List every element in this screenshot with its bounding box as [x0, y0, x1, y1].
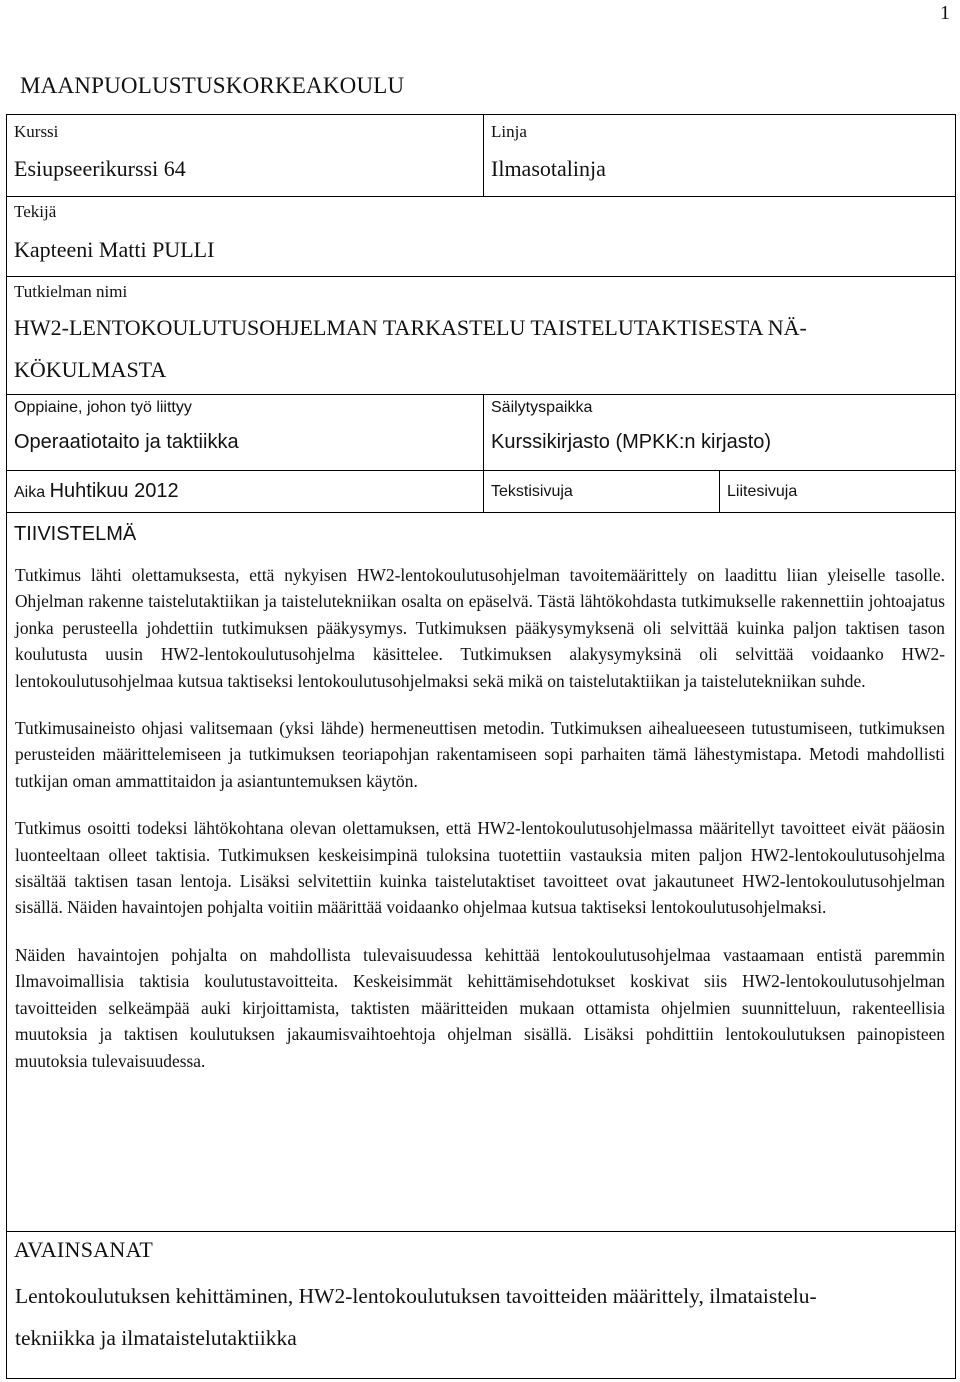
thesis-title-line1: HW2-LENTOKOULUTUSOHJELMAN TARKASTELU TAISTELUTAKTISESTA NÄ- — [14, 315, 807, 340]
abstract-form — [6, 114, 956, 1379]
appendix-pages-cell — [719, 471, 955, 512]
text-pages-cell — [483, 471, 719, 512]
subject-value: Operaatiotaito ja taktiikka — [14, 431, 239, 453]
keywords-line1: Lentokoulutuksen kehittäminen, HW2-lentokoulutuksen tavoitteiden määrittely, ilmataistelu- — [15, 1284, 817, 1308]
line-cell — [483, 115, 955, 196]
thesis-label: Tutkielman nimi — [14, 282, 128, 301]
line-value: Ilmasotalinja — [491, 156, 606, 181]
time-cell — [7, 471, 483, 512]
course-label: Kurssi — [14, 122, 59, 141]
abstract-paragraph-3: Tutkimus osoitti todeksi lähtökohtana olevan olettamuksen, että HW2-lentokoulutusohjelmassa määritellyt tavoitteet eivät pääosin luonteeltaan olleet taktisia. Tutkimuksen keskeisimpinä tuloksina tuotettiin vastauksia miten paljon HW2-lentokoulutusohjelma sisältää taktisen tasan lentoja. Lisäksi selvitettiin kuinka taistelutaktiset tavoitteet ovat jakautuneet HW2-lentokoulutusohjelman sisällä. Näiden havaintojen pohjalta voitiin määrittää voidaanko ohjelmaa kutsua taktiseksi lentokoulutusohjelmaksi. — [15, 818, 945, 918]
thesis-title-line2: KÖKULMASTA — [14, 357, 167, 382]
storage-value: Kurssikirjasto (MPKK:n kirjasto) — [491, 431, 772, 453]
appendix-pages-label: Liitesivuja — [727, 483, 798, 500]
course-cell — [7, 115, 483, 196]
keywords-body — [7, 1275, 955, 1359]
abstract-paragraph-4: Näiden havaintojen pohjalta on mahdollista tulevaisuudessa kehittää lentokoulutusohjelmaa vastaamaan entistä paremmin Ilmavoimallisia taktisia koulutustavoitteita. Keskeisimmät kehittämisehdotukset koskivat siis HW2-lentokoulutusohjelman tavoitteiden selkeämpää auki kirjoittamista, taktisten määritteiden mukaan ottamista ohjelmien suunnitteluun, rakenteellisia muutoksia ja taktisen koulutuksen jakaumisvaihtoehtoja ohjelman sisällä. Lisäksi pohdittiin lentokoulutuksen painopisteen muutoksia tulevaisuudessa. — [15, 944, 945, 1071]
abstract-body — [7, 562, 955, 1095]
course-value: Esiupseerikurssi 64 — [14, 156, 186, 181]
abstract-section — [7, 513, 955, 1232]
abstract-heading: TIIVISTELMÄ — [14, 523, 137, 545]
text-pages-label: Tekstisivuja — [491, 483, 573, 500]
storage-label: Säilytyspaikka — [491, 399, 593, 416]
line-label: Linja — [491, 122, 527, 141]
course-row — [7, 115, 955, 197]
author-row — [7, 197, 955, 277]
keywords-section — [7, 1232, 955, 1358]
author-value: Kapteeni Matti PULLI — [14, 237, 215, 262]
time-group — [14, 480, 179, 503]
keywords-heading: AVAINSANAT — [14, 1237, 154, 1262]
subject-cell — [7, 395, 483, 470]
abstract-paragraph-2: Tutkimusaineisto ohjasi valitsemaan (yksi lähde) hermeneuttisen metodin. Tutkimuksen aihealueeseen tutustumiseen, tutkimuksen perusteiden määrittelemiseen ja tutkimuksen teoriapohjan rakentamiseen sopi parhaiten tämä lähestymistapa. Metodi mahdollisti tutkijan oman ammattitaidon ja asiantuntemuksen käytön. — [15, 718, 945, 791]
time-value: Huhtikuu 2012 — [49, 480, 179, 502]
thesis-row — [7, 277, 955, 395]
subject-label: Oppiaine, johon työ liittyy — [14, 399, 192, 416]
page-number: 1 — [940, 2, 950, 24]
time-label: Aika — [14, 484, 46, 501]
institution-name: MAANPUOLUSTUSKORKEAKOULU — [20, 73, 405, 98]
time-row — [7, 471, 955, 513]
storage-cell — [483, 395, 955, 470]
keywords-line2: tekniikka ja ilmataistelutaktiikka — [15, 1326, 297, 1350]
author-label: Tekijä — [14, 202, 57, 221]
subject-row — [7, 395, 955, 471]
abstract-paragraph-1: Tutkimus lähti olettamuksesta, että nykyisen HW2-lentokoulutusohjelman tavoitemäärittely on laadittu liian yleiselle tasolle. Ohjelman rakenne taistelutaktiikan ja taistelutekniikan osalta on epäselvä. Tästä lähtökohdasta tutkimukselle rakennettiin johtoajatus jonka perusteella johdettiin tutkimuksen pääkysymys. Tutkimuksen pääkysymyksenä oli selvittää kuinka paljon taktisen tason koulutusta uusin HW2-lentokoulutusohjelma käsittelee. Tutkimuksen alakysymyksinä oli selvittää voidaanko HW2-lentokoulutusohjelmaa kutsua taktiseksi lentokoulutusohjelmaksi sekä mikä on taistelutaktiikan ja taistelutekniikan suhde. — [15, 565, 945, 691]
